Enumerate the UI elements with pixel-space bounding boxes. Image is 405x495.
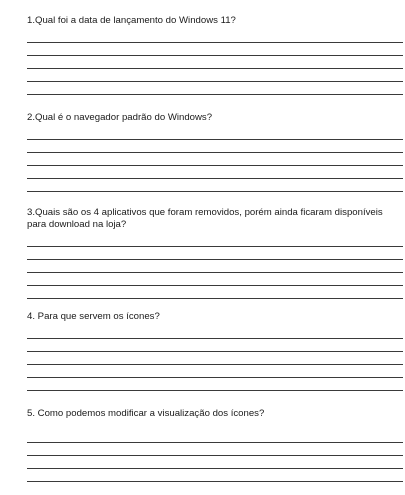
answer-line[interactable] — [27, 378, 403, 391]
answer-line[interactable] — [27, 140, 403, 153]
question-3 — [27, 207, 403, 299]
answer-line[interactable] — [27, 456, 403, 469]
answer-line[interactable] — [27, 56, 403, 69]
question-4 — [27, 311, 403, 391]
answer-line[interactable] — [27, 127, 403, 140]
answer-line[interactable] — [27, 30, 403, 43]
question-3-answer-lines[interactable] — [27, 234, 403, 299]
question-1 — [27, 15, 403, 95]
answer-line[interactable] — [27, 260, 403, 273]
answer-line[interactable] — [27, 153, 403, 166]
answer-line[interactable] — [27, 234, 403, 247]
question-5-answer-lines[interactable] — [27, 430, 403, 482]
answer-line[interactable] — [27, 339, 403, 352]
answer-line[interactable] — [27, 365, 403, 378]
question-5-text: 5. Como podemos modificar a visualização dos ícones? — [27, 408, 265, 419]
answer-line[interactable] — [27, 352, 403, 365]
answer-line[interactable] — [27, 286, 403, 299]
answer-line[interactable] — [27, 326, 403, 339]
answer-line[interactable] — [27, 273, 403, 286]
question-4-answer-lines[interactable] — [27, 326, 403, 391]
question-1-answer-lines[interactable] — [27, 30, 403, 95]
question-3-text: 3.Quais são os 4 aplicativos que foram removidos, porém ainda ficaram disponíveis para download na loja? — [27, 207, 383, 230]
question-2-answer-lines[interactable] — [27, 127, 403, 192]
answer-line[interactable] — [27, 430, 403, 443]
answer-line[interactable] — [27, 469, 403, 482]
question-4-text: 4. Para que servem os ícones? — [27, 311, 160, 322]
question-1-text: 1.Qual foi a data de lançamento do Windows 11? — [27, 15, 236, 26]
question-5 — [27, 408, 403, 482]
answer-line[interactable] — [27, 43, 403, 56]
question-2 — [27, 112, 403, 192]
answer-line[interactable] — [27, 69, 403, 82]
answer-line[interactable] — [27, 82, 403, 95]
question-2-text: 2.Qual é o navegador padrão do Windows? — [27, 112, 213, 123]
answer-line[interactable] — [27, 166, 403, 179]
answer-line[interactable] — [27, 443, 403, 456]
answer-line[interactable] — [27, 247, 403, 260]
answer-line[interactable] — [27, 179, 403, 192]
